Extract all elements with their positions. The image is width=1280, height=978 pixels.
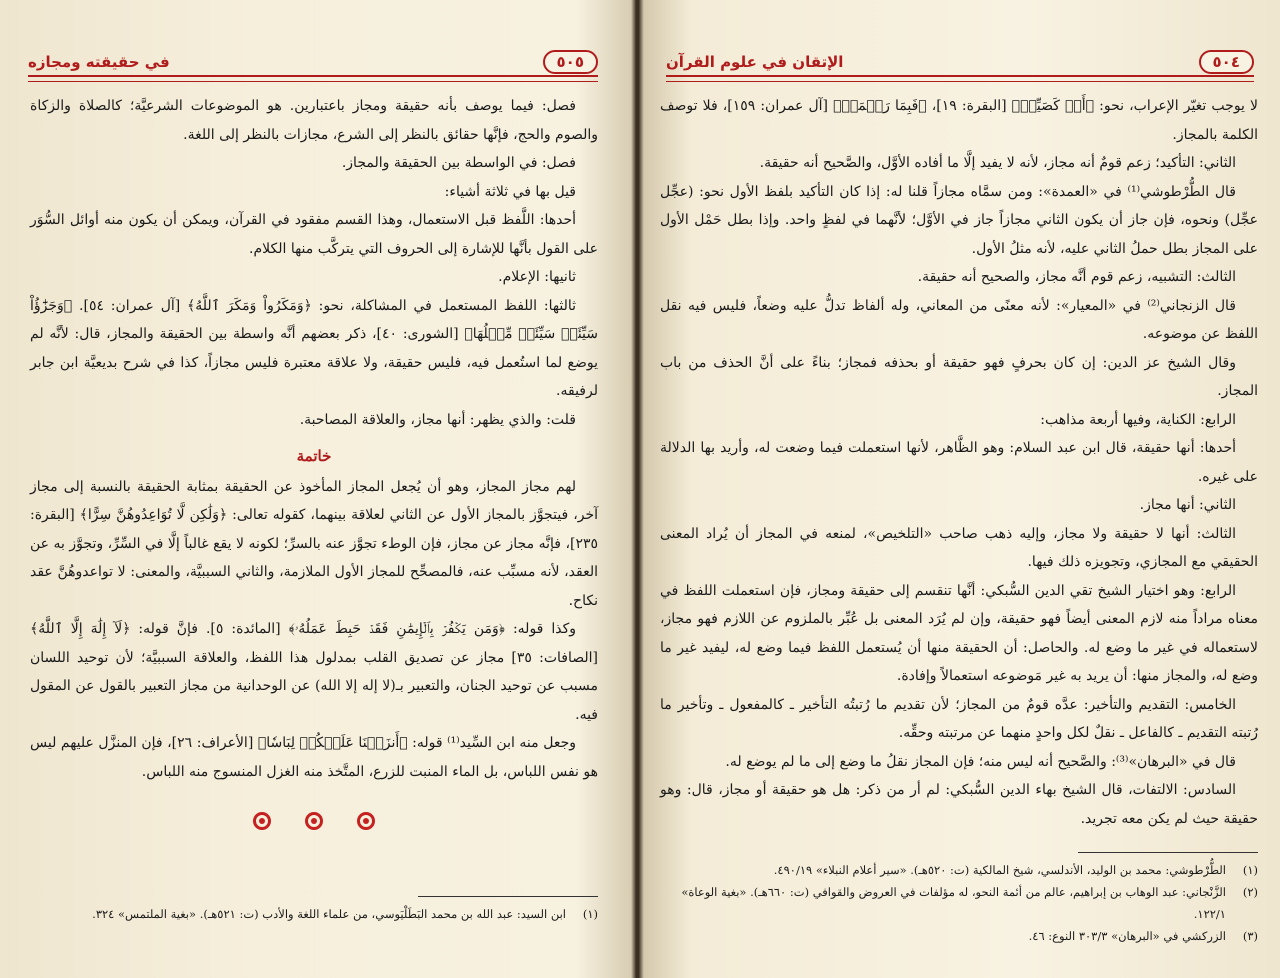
- footnote-number: (١): [1242, 863, 1258, 877]
- footnote: [660, 859, 1258, 881]
- footnote-number: (٢): [1242, 885, 1258, 899]
- paragraph: وكذا قوله: ﴿وَمَن يَكۡفُرۡ بِٱلۡإِيمَٰنِ فَقَدۡ حَبِطَ عَمَلُهُۥ﴾ [المائدة: ٥]. فإنَّ قوله: ﴿لَآ إِلَٰهَ إِلَّا ٱللَّهُ﴾ [الصافات: ٣٥] مجاز عن تصديق القلب بمدلول هذا اللفظ، والعلاقة السببيَّة؛ لأن توحيد اللسان مسبب عن توحيد الجنان، والتعبير بـ(لا إله إلا الله) عن الوحدانية من مجاز التعبير بالقول عن المقول فيه.: [30, 621, 598, 723]
- paragraph: قال الطُّرْطوشي⁽¹⁾ في «العمدة»: ومن سمَّاه مجازاً قلنا له: إذا كان التأكيد بلفظ الأول نحو: (عجِّل عجِّل) ونحوه، فإن جاز أن يكون الثاني مجازاً جاز في الأوَّل؛ لأنَّهما في لفظٍ واحد. وإذا بطل حَمْل الأول على المجاز بطل حملُ الثاني عليه، لأنه مثلُ الأول.: [660, 183, 1258, 257]
- paragraph: قال الزنجاني⁽²⁾ في «المعيار»: لأنه معنًى من المعاني، وله ألفاظ تدلُّ عليه وضعاً، فليس فيه نقل اللفظ عن موضوعه.: [660, 297, 1258, 342]
- paragraph: الخامس: التقديم والتأخير: عدَّه قومٌ من المجاز؛ لأن تقديم ما رُتبتُه التأخير ـ كالمفعول ـ وتأخير ما رُتبته التقديم ـ كالفاعل ـ نقلٌ لكل واحدٍ منهما عن مرتبته وحقِّه.: [660, 696, 1258, 741]
- footnote-text: ابن السيد: عبد الله بن محمد البَطَلْيَوسي، من علماء اللغة والأدب (ت: ٥٢١هـ). «بغية الملتمس» ٣٢٤.: [92, 907, 566, 921]
- paragraph: وجعل منه ابن السِّيد⁽¹⁾ قوله: ﴿أَنزَلۡنَا عَلَيۡكُمۡ لِبَاسٗا﴾ [الأعراف: ٢٦]، فإن المنزَّل عليهم ليس هو نفس اللباس، بل الماء المنبت للزرع، المتَّخذ منه الغزل المنسوج منه اللباس.: [30, 735, 598, 780]
- left-page-header: [28, 42, 598, 82]
- right-footnotes: [660, 852, 1258, 947]
- paragraph: لهم مجاز المجاز، وهو أن يُجعل المجاز المأخوذ عن الحقيقة بمثابة الحقيقة بالنسبة إلى مجاز آخر، فيتجوَّز بالمجاز الأول عن الثاني لعلاقة بينهما، كقوله تعالى: ﴿وَلَٰكِن لَّا تُوَاعِدُوهُنَّ سِرًّا﴾ [البقرة: ٢٣٥]، فإنَّه مجاز عن مجاز، فإن الوطء تجوَّز عنه بالسرِّ؛ لكونه لا يقع غالباً إلَّا في السِّرِّ، وتجوَّز به عن العقد، لأنه مسبِّب عنه، فالمصحِّح للمجاز الأول الملازمة، والثاني السببيَّة، والمعنى: لا تواعدوهُنَّ عقد نكاح.: [30, 478, 598, 609]
- paragraph: فصل: في الواسطة بين الحقيقة والمجاز.: [341, 155, 576, 171]
- running-title: في حقيقته ومجازه: [28, 53, 170, 71]
- paragraph: الثالث: أنها لا حقيقة ولا مجاز، وإليه ذهب صاحب «التلخيص»، لمنعه في المجاز أن يُراد المعنى الحقيقي مع المجازي، وتجويزه ذلك فيها.: [660, 525, 1258, 570]
- section-end-ornaments: [30, 812, 598, 830]
- left-page: [0, 0, 628, 978]
- ornament-icon: [305, 812, 323, 830]
- footnote-number: (١): [582, 907, 598, 921]
- footnote-rule: [418, 896, 598, 897]
- paragraph: ثانيها: الإعلام.: [498, 269, 576, 285]
- page-number: ٥٠٥: [543, 50, 598, 74]
- paragraph: الثاني: أنها مجاز.: [1139, 497, 1236, 513]
- right-page-header: [666, 42, 1254, 82]
- footnote-rule: [1078, 852, 1258, 853]
- paragraph: قيل بها في ثلاثة أشياء:: [444, 183, 576, 200]
- running-title: الإتقان في علوم القرآن: [666, 53, 844, 71]
- footnote-text: الزَّنْجاني: عبد الوهاب بن إبراهيم، عالم من أئمة النحو، له مؤلفات في العروض والقوافي (ت: ٦٦٠هـ). «بغية الوعاة» ١٢٢/١.: [681, 885, 1226, 921]
- left-page-body: [30, 92, 598, 830]
- paragraph: الرابع: وهو اختيار الشيخ تقي الدين السُّبكي: أنَّها تنقسم إلى حقيقة ومجاز، فإن استعملت اللفظ في معناه مراداً منه لازم المعنى أيضاً فهو حقيقة، وإن لم يُرَد المعنى بل عُبِّر بالملزوم عن اللازم فهو مجاز، لاستعماله في غير ما وضع له. والحاصل: أن الحقيقة منها أن يُستعمل اللفظ فيما وضع له، ليفيد غير ما وضع له، والمجاز منها: أن يريد به غير مَوضوعه استعمالاً وإفادة.: [660, 582, 1258, 684]
- paragraph: لا يوجب تغيّر الإعراب، نحو: ﴿أَوۡ كَصَيِّبٖ﴾ [البقرة: ١٩]، ﴿فَبِمَا رَحۡمَةٖ﴾ [آل عمران: ١٥٩]، فلا توصف الكلمة بالمجاز.: [660, 98, 1259, 143]
- ornament-icon: [253, 812, 271, 830]
- paragraph: السادس: الالتفات، قال الشيخ بهاء الدين السُّبكي: لم أر من ذكر: هل هو حقيقة أو مجاز، قال: وهو حقيقة حيث لم يكن معه تجريد.: [660, 782, 1258, 827]
- ornament-icon: [357, 812, 375, 830]
- footnote: [660, 881, 1258, 925]
- footnote-number: (٣): [1242, 929, 1258, 943]
- right-page: [640, 0, 1280, 978]
- header-rule: [666, 75, 1254, 82]
- paragraph: ثالثها: اللفظ المستعمل في المشاكلة، نحو: ﴿وَمَكَرُواْ وَمَكَرَ ٱللَّهُ﴾ [آل عمران: ٥٤]. ﴿وَجَزَٰٓؤُاْ سَيِّئَةٖ سَيِّئَةٞ مِّثۡلُهَا﴾ [الشورى: ٤٠]، ذكر بعضهم أنَّه واسطة بين الحقيقة والمجاز، قال: لأنَّه لم يوضع لما استُعمل فيه، فليس حقيقة، ولا علاقة معتبرة فليس مجازاً، كذا في شرح بديعيَّة ابن جابر لرفيقه.: [30, 297, 598, 399]
- left-footnotes: [30, 896, 598, 925]
- paragraph: قلت: والذي يظهر: أنها مجاز، والعلاقة المصاحبة.: [299, 411, 576, 428]
- paragraph: الثالث: التشبيه، زعم قوم أنَّه مجاز، والصحيح أنه حقيقة.: [917, 269, 1236, 285]
- paragraph: أحدها: اللَّفظ قبل الاستعمال، وهذا القسم مفقود في القرآن، ويمكن أن يكون منه أوائل السُّوَر على القول بأنَّها للإشارة إلى الحروف التي يتركَّب منها الكلام.: [30, 212, 598, 257]
- paragraph: أحدها: أنها حقيقة، قال ابن عبد السلام: وهو الظَّاهر، لأنها استعملت فيما وضعت له، وأريد بها الدلالة على غيره.: [660, 440, 1258, 485]
- paragraph: قال في «البرهان»⁽³⁾: والصَّحيح أنه ليس منه؛ فإن المجاز نقلُ ما وضع إلى ما لم يوضع له.: [725, 753, 1236, 770]
- paragraph: الثاني: التأكيد؛ زعم قومٌ أنه مجاز، لأنه لا يفيد إلَّا ما أفاده الأوَّل، والصَّحيح أنه حقيقة.: [759, 155, 1236, 171]
- footnote: [660, 925, 1258, 947]
- footnote: [30, 903, 598, 925]
- page-number: ٥٠٤: [1199, 50, 1254, 74]
- right-page-body: [660, 92, 1258, 833]
- paragraph: الرابع: الكناية، وفيها أربعة مذاهب:: [1040, 411, 1236, 428]
- paragraph: فصل: فيما يوصف بأنه حقيقة ومجاز باعتبارين. هو الموضوعات الشرعيَّة؛ كالصلاة والزكاة والصوم والحج، فإنَّها حقائق بالنظر إلى الشرع، مجازات بالنظر إلى اللغة.: [30, 98, 598, 143]
- footnote-text: الطُّرْطوشي: محمد بن الوليد، الأندلسي، شيخ المالكية (ت: ٥٢٠هـ). «سير أعلام النبلاء» ٤٩٠/١٩.: [773, 863, 1226, 877]
- header-rule: [28, 75, 598, 82]
- footnote-text: الزركشي في «البرهان» ٣٠٣/٣ النوع: ٤٦.: [1028, 929, 1226, 943]
- khatima-heading: خاتمة: [296, 447, 332, 465]
- paragraph: وقال الشيخ عز الدين: إن كان بحرفٍ فهو حقيقة أو بحذفه فمجاز؛ بناءً على أنَّ الحذف من باب المجاز.: [660, 354, 1258, 399]
